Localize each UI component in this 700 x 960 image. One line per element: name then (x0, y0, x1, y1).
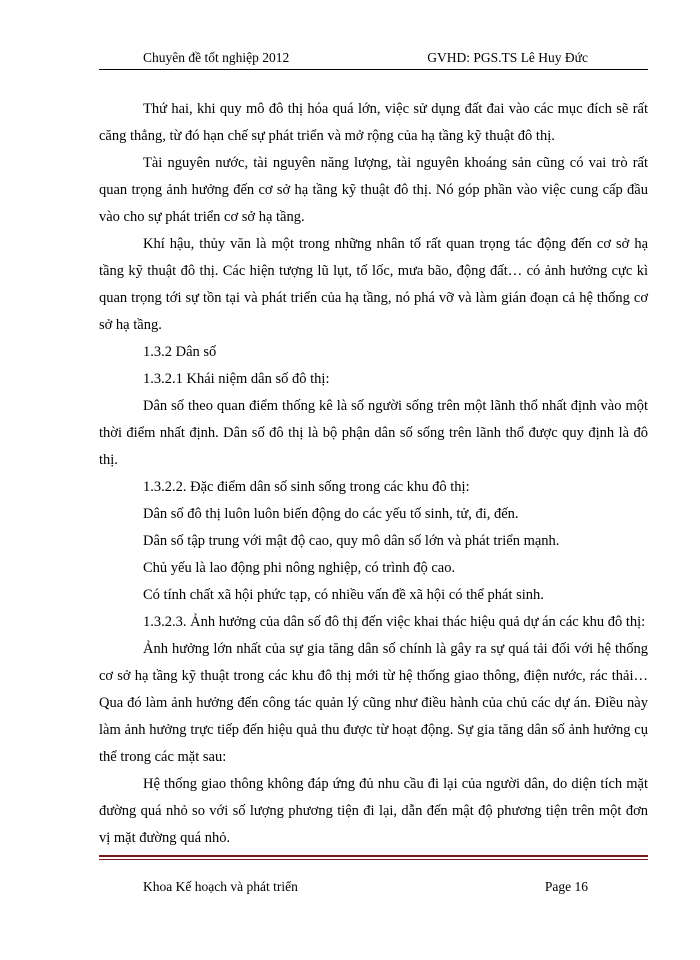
footer-divider-thick (99, 855, 648, 857)
page-number: Page 16 (544, 879, 588, 894)
paragraph: Dân số theo quan điểm thống kê là số người sống trên một lãnh thổ nhất định vào một thời điểm nhất định. Dân số đô thị là bộ phận dân số sống trên lãnh thổ được quy định là đô thị. (99, 398, 648, 468)
paragraph: Hệ thống giao thông không đáp ứng đủ nhu cầu đi lại của người dân, do diện tích mặt đường quá nhỏ so với số lượng phương tiện đi lại, dẫn đến mật độ phương tiện trên một đơn vị mặt đường quá nhỏ. (99, 776, 648, 846)
page-header (143, 50, 588, 70)
list-item: Có tính chất xã hội phức tạp, có nhiều vấn đề xã hội có thể phát sinh. (143, 587, 544, 603)
paragraph: Tài nguyên nước, tài nguyên năng lượng, tài nguyên khoáng sản cũng có vai trò rất quan trọng ảnh hưởng đến cơ sở hạ tầng kỹ thuật đô thị. Nó góp phần vào việc cung cấp đầu vào cho sự phát triển cơ sở hạ tầng. (99, 155, 648, 225)
document-body (99, 96, 648, 852)
paragraph: Ảnh hưởng lớn nhất của sự gia tăng dân số chính là gây ra sự quá tải đối với hệ thống cơ sở hạ tầng kỹ thuật trong các khu đô thị mới từ hệ thống giao thông, điện nước, rác thải… Qua đó làm ảnh hưởng đến công tác quản lý cũng như điều hành của chủ các dự án. Điều này làm ảnh hưởng trực tiếp đến hiệu quả thu được từ hoạt động. Sự gia tăng dân số ảnh hưởng cụ thể trong các mặt sau: (99, 641, 648, 765)
section-heading: 1.3.2 Dân số (143, 344, 217, 360)
list-item: Dân số tập trung với mật độ cao, quy mô dân số lớn và phát triển mạnh. (143, 533, 560, 549)
footer-department: Khoa Kế hoạch và phát triển (143, 879, 298, 894)
page-footer (143, 879, 588, 899)
paragraph: Khí hậu, thủy văn là một trong những nhân tố rất quan trọng tác động đến cơ sở hạ tầng kỹ thuật đô thị. Các hiện tượng lũ lụt, tố lốc, mưa bão, động đất… có ảnh hưởng cực kì quan trọng tới sự tồn tại và phát triển của hạ tầng, nó phá vỡ và làm gián đoạn cả hệ thống cơ sở hạ tầng. (99, 236, 648, 333)
subsection-heading: 1.3.2.1 Khái niệm dân số đô thị: (143, 371, 330, 387)
paragraph: Thứ hai, khi quy mô đô thị hóa quá lớn, việc sử dụng đất đai vào các mục đích sẽ rất căng thẳng, từ đó hạn chế sự phát triển và mở rộng của hạ tầng kỹ thuật đô thị. (99, 101, 648, 144)
header-supervisor: GVHD: PGS.TS Lê Huy Đức (427, 50, 588, 65)
footer-divider-thin (99, 859, 648, 860)
header-divider (99, 69, 648, 70)
header-title: Chuyên đề tốt nghiệp 2012 (143, 50, 290, 65)
subsection-heading: 1.3.2.3. Ảnh hưởng của dân số đô thị đến việc khai thác hiệu quả dự án các khu đô thị: (143, 614, 646, 630)
subsection-heading: 1.3.2.2. Đặc điểm dân số sinh sống trong các khu đô thị: (143, 479, 470, 495)
list-item: Dân số đô thị luôn luôn biến động do các yếu tố sinh, tử, đi, đến. (143, 506, 519, 522)
list-item: Chủ yếu là lao động phi nông nghiệp, có trình độ cao. (143, 560, 456, 576)
